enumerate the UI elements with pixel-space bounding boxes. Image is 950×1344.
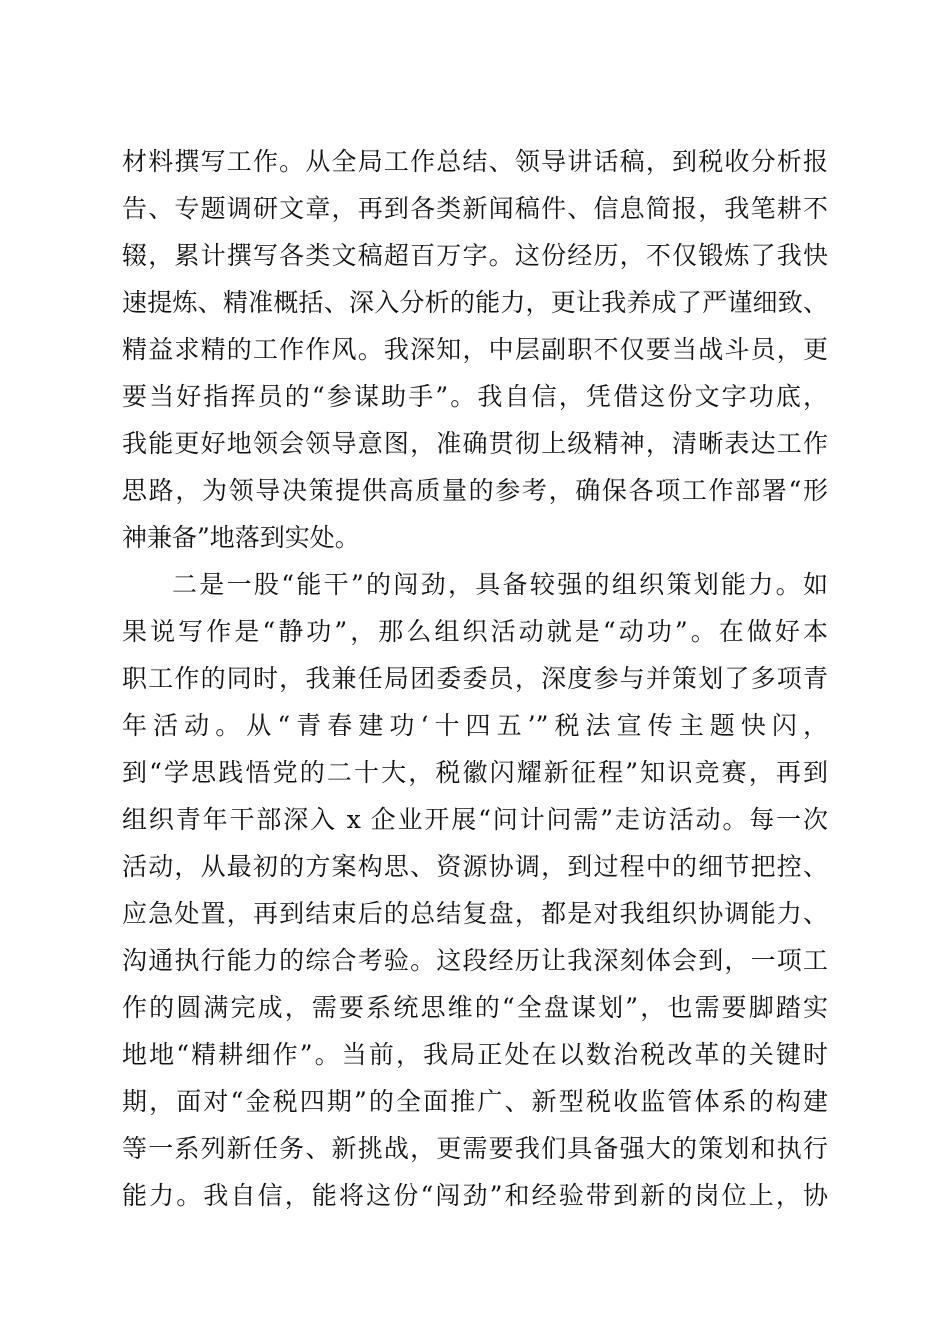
- text-line: 等一系列新任务、新挑战，更需要我们具备强大的策划和执行: [122, 1134, 828, 1163]
- text-line: 活动，从最初的方案构思、资源协调，到过程中的细节把控、: [122, 852, 828, 881]
- text-line: 作的圆满完成，需要系统思维的“全盘谋划”，也需要脚踏实: [122, 993, 828, 1022]
- text-line: 沟通执行能力的综合考验。这段经历让我深刻体会到，一项工: [122, 946, 828, 975]
- text-line: 果说写作是“静功”，那么组织活动就是“动功”。在做好本: [122, 617, 828, 646]
- text-line: 二是一股“能干”的闯劲，具备较强的组织策划能力。如: [172, 570, 828, 599]
- text-line: 我能更好地领会领导意图，准确贯彻上级精神，清晰表达工作: [122, 429, 828, 458]
- text-line: 应急处置，再到结束后的总结复盘，都是对我组织协调能力、: [122, 899, 828, 928]
- paragraph-1: [122, 138, 828, 561]
- text-line: 年活动。从“青春建功‘十四五’”税法宣传主题快闪，: [122, 711, 828, 740]
- body-text: [122, 138, 828, 1219]
- text-line: 速提炼、精准概括、深入分析的能力，更让我养成了严谨细致、: [122, 288, 828, 317]
- text-line: 辍，累计撰写各类文稿超百万字。这份经历，不仅锻炼了我快: [122, 241, 828, 270]
- text-line: 告、专题调研文章，再到各类新闻稿件、信息简报，我笔耕不: [122, 194, 828, 223]
- text-line: 材料撰写工作。从全局工作总结、领导讲话稿，到税收分析报: [122, 147, 828, 176]
- text-line: 到“学思践悟党的二十大，税徽闪耀新征程”知识竞赛，再到: [122, 758, 828, 787]
- text-line: 精益求精的工作作风。我深知，中层副职不仅要当战斗员，更: [122, 335, 828, 364]
- text-line: 职工作的同时，我兼任局团委委员，深度参与并策划了多项青: [122, 664, 828, 693]
- text-line: 能力。我自信，能将这份“闯劲”和经验带到新的岗位上，协: [122, 1181, 828, 1210]
- text-line: 思路，为领导决策提供高质量的参考，确保各项工作部署“形: [122, 476, 828, 505]
- paragraph-2: [122, 561, 828, 1219]
- text-line: 要当好指挥员的“参谋助手”。我自信，凭借这份文字功底，: [122, 382, 828, 411]
- text-line: 期，面对“金税四期”的全面推广、新型税收监管体系的构建: [122, 1087, 828, 1116]
- text-line: 神兼备”地落到实处。: [122, 523, 360, 552]
- text-line: 组织青年干部深入 x 企业开展“问计问需”走访活动。每一次: [122, 805, 828, 834]
- text-line: 地地“精耕细作”。当前，我局正处在以数治税改革的关键时: [122, 1040, 828, 1069]
